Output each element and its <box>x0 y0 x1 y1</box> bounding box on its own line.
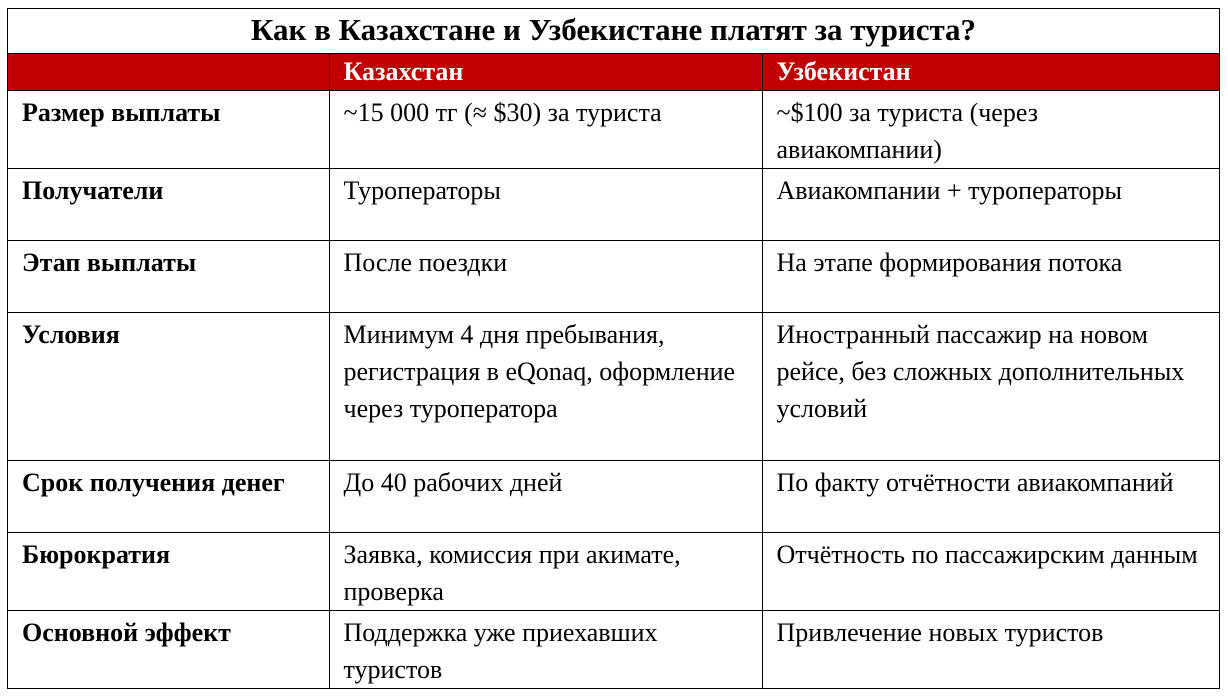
table-row <box>8 461 1219 533</box>
comparison-table <box>8 54 1219 688</box>
header-cell-kazakhstan: Казахстан <box>329 54 762 91</box>
uzbekistan-cell: Иностранный пассажир на новом рейсе, без сложных дополнительных условий <box>762 313 1219 461</box>
kazakhstan-cell: Поддержка уже приехавших туристов <box>329 611 762 689</box>
uzbekistan-cell: Авиакомпании + туроператоры <box>762 169 1219 241</box>
document-title: Как в Казахстане и Узбекистане платят за туриста? <box>8 9 1219 54</box>
uzbekistan-cell: На этапе формирования потока <box>762 241 1219 313</box>
row-label: Условия <box>8 313 329 461</box>
uzbekistan-cell: По факту отчётности авиакомпаний <box>762 461 1219 533</box>
kazakhstan-cell: Туроператоры <box>329 169 762 241</box>
kazakhstan-cell: Заявка, комиссия при акимате, проверка <box>329 533 762 611</box>
uzbekistan-cell: Привлечение новых туристов <box>762 611 1219 689</box>
uzbekistan-cell: Отчётность по пассажирским данным <box>762 533 1219 611</box>
row-label: Получатели <box>8 169 329 241</box>
table-row <box>8 241 1219 313</box>
table-row <box>8 533 1219 611</box>
kazakhstan-cell: После поездки <box>329 241 762 313</box>
table-header-row <box>8 54 1219 91</box>
row-label: Размер выплаты <box>8 91 329 169</box>
table-row <box>8 91 1219 169</box>
table-row <box>8 611 1219 689</box>
row-label: Бюрократия <box>8 533 329 611</box>
row-label: Основной эффект <box>8 611 329 689</box>
kazakhstan-cell: Минимум 4 дня пребывания, регистрация в eQonaq, оформление через туроператора <box>329 313 762 461</box>
kazakhstan-cell: ~15 000 тг (≈ $30) за туриста <box>329 91 762 169</box>
row-label: Срок получения денег <box>8 461 329 533</box>
header-cell-criterion <box>8 54 329 91</box>
table-row <box>8 313 1219 461</box>
comparison-document <box>7 8 1220 689</box>
uzbekistan-cell: ~$100 за туриста (через авиакомпании) <box>762 91 1219 169</box>
row-label: Этап выплаты <box>8 241 329 313</box>
header-cell-uzbekistan: Узбекистан <box>762 54 1219 91</box>
kazakhstan-cell: До 40 рабочих дней <box>329 461 762 533</box>
table-row <box>8 169 1219 241</box>
